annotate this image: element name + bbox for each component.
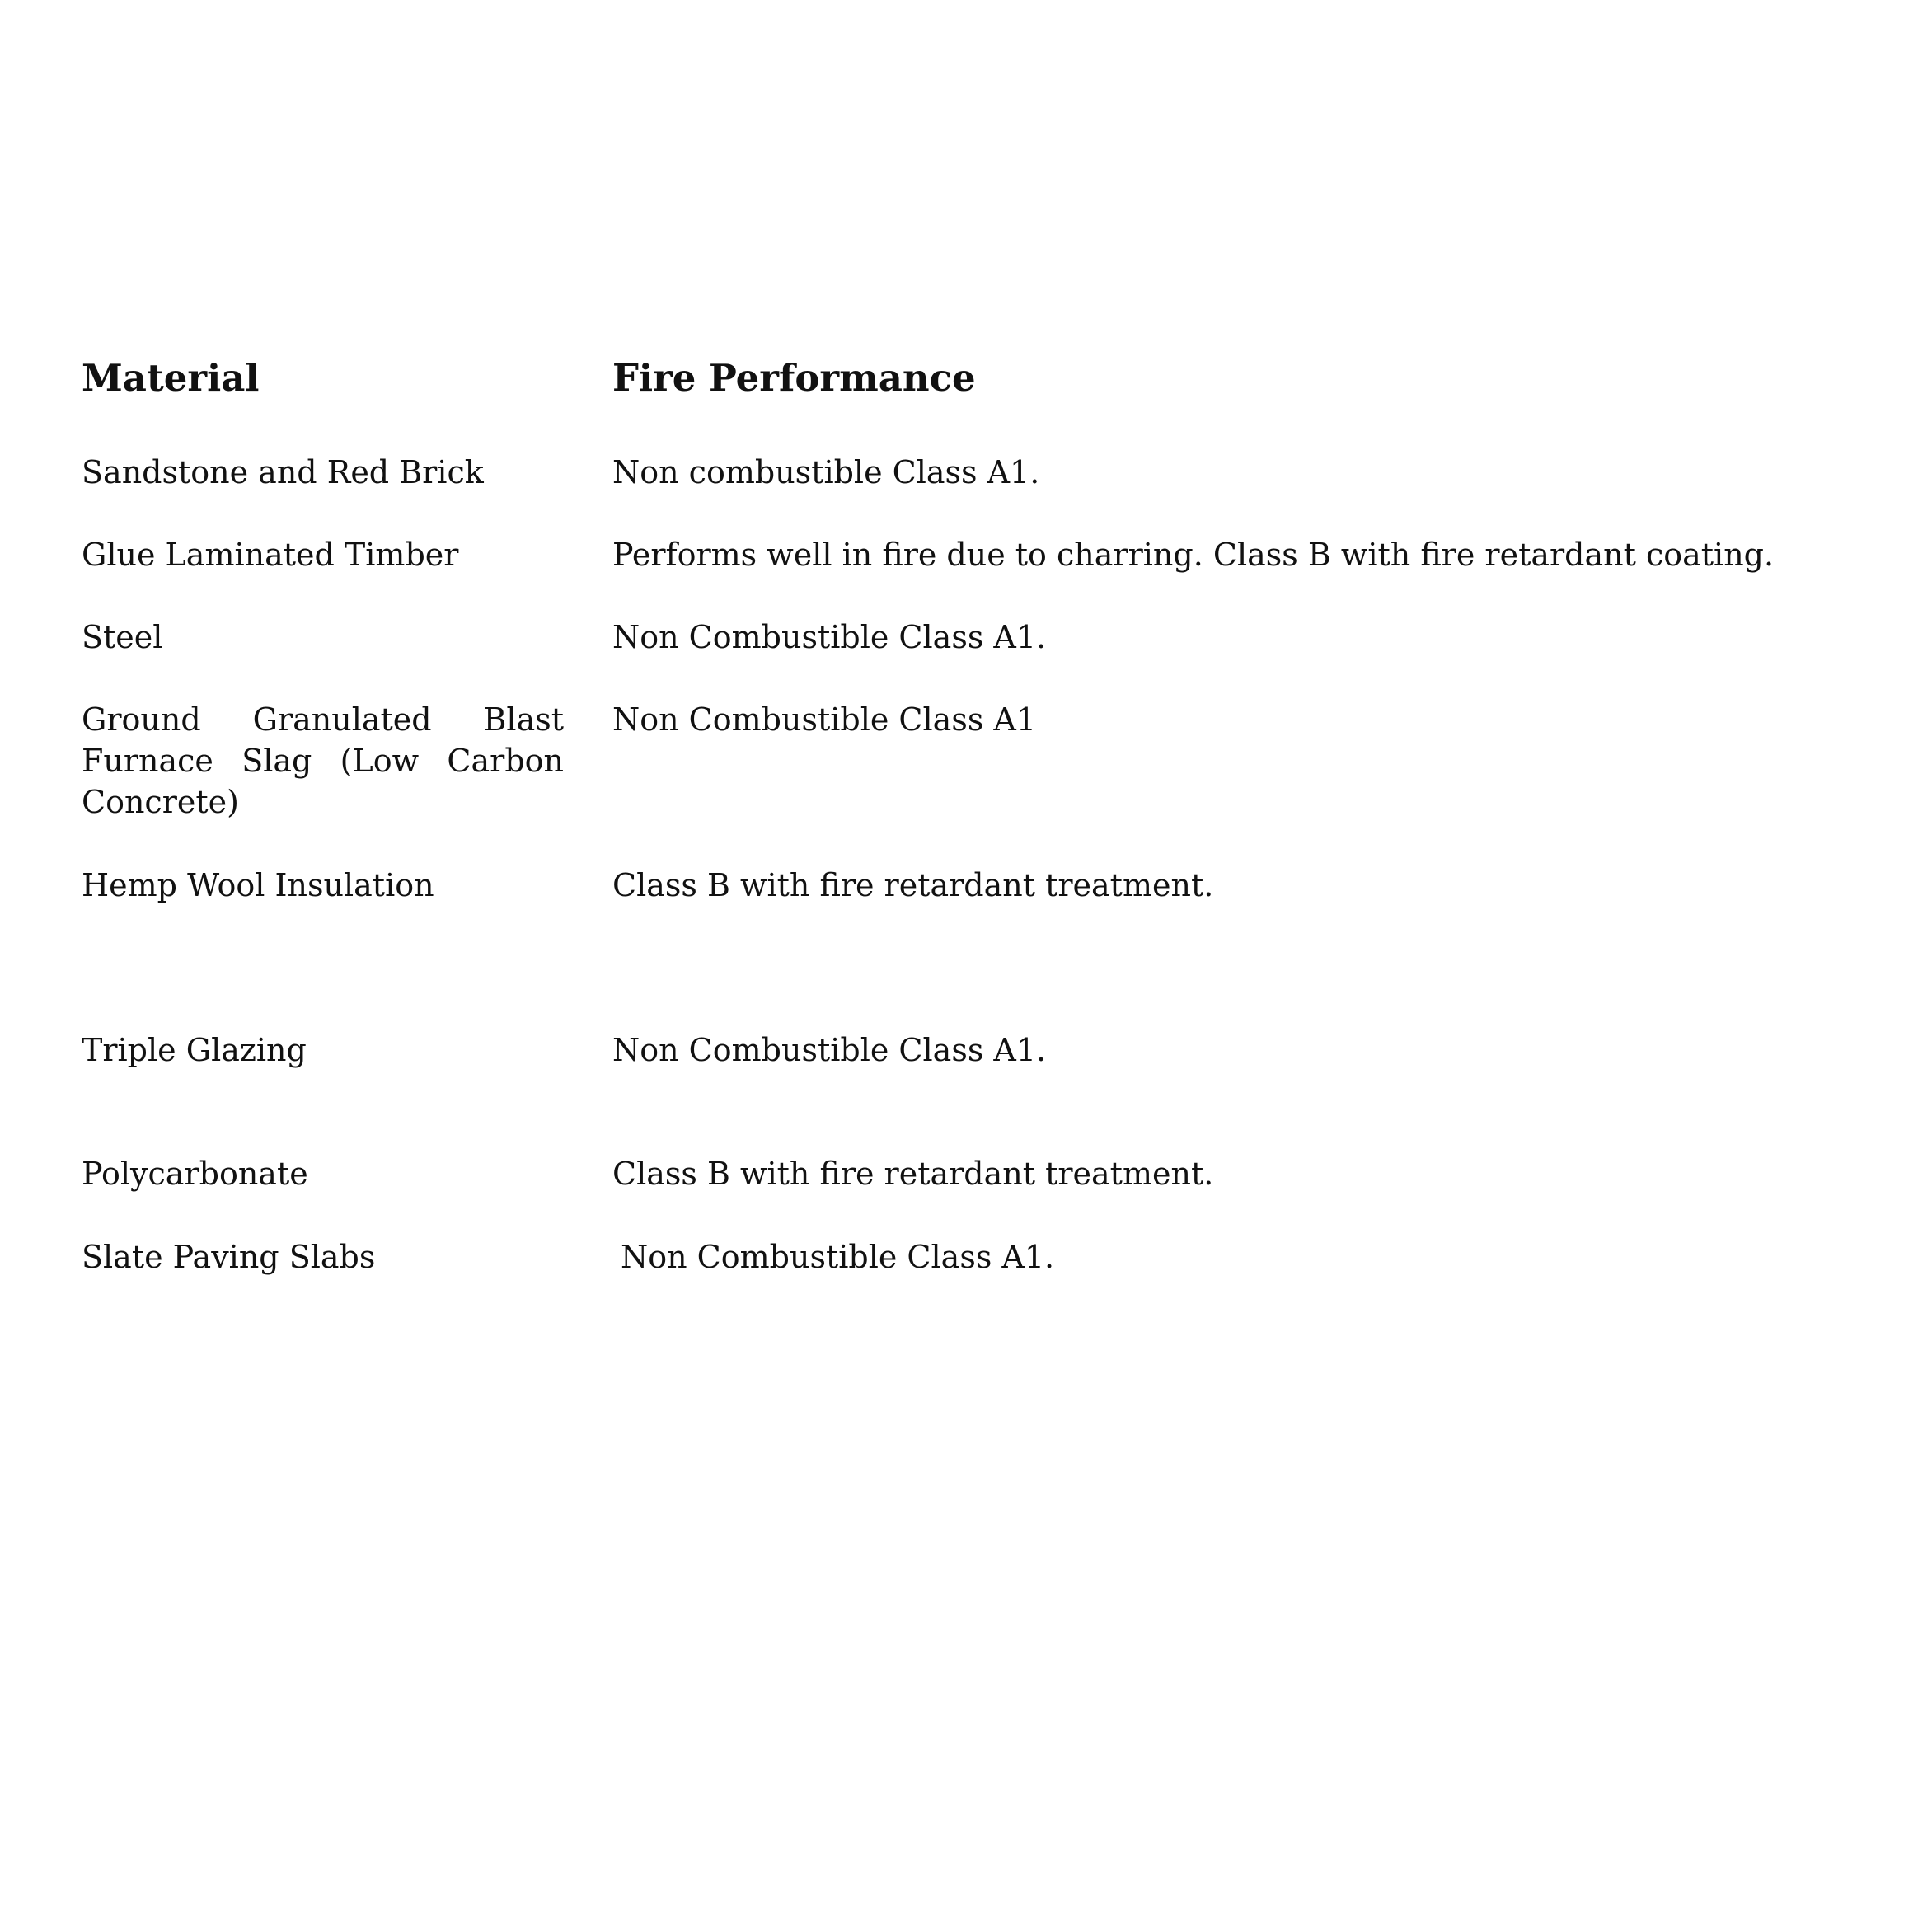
- header-material: Material: [82, 356, 260, 400]
- fire-performance-cell: Performs well in fire due to charring. Class B with fire retardant coating.: [612, 537, 1775, 573]
- material-cell: Steel: [82, 619, 163, 655]
- fire-performance-cell: Non combustible Class A1.: [612, 454, 1040, 490]
- fire-performance-cell: Non Combustible Class A1.: [621, 1239, 1055, 1275]
- fire-performance-cell: Class B with fire retardant treatment.: [612, 867, 1214, 903]
- material-cell: Triple Glazing: [82, 1032, 307, 1068]
- material-cell: Sandstone and Red Brick: [82, 454, 484, 490]
- header-fire-performance: Fire Performance: [612, 356, 976, 400]
- material-cell: Hemp Wool Insulation: [82, 867, 434, 903]
- material-cell: Polycarbonate: [82, 1156, 308, 1192]
- fire-performance-cell: Non Combustible Class A1.: [612, 619, 1047, 655]
- fire-performance-cell: Non Combustible Class A1.: [612, 1032, 1047, 1068]
- material-cell: Ground Granulated Blast Furnace Slag (Low Carbon Concrete): [82, 701, 564, 820]
- material-cell: Slate Paving Slabs: [82, 1239, 376, 1275]
- fire-performance-cell: Class B with fire retardant treatment.: [612, 1156, 1214, 1192]
- fire-performance-cell: Non Combustible Class A1: [612, 701, 1037, 738]
- material-cell: Glue Laminated Timber: [82, 537, 459, 573]
